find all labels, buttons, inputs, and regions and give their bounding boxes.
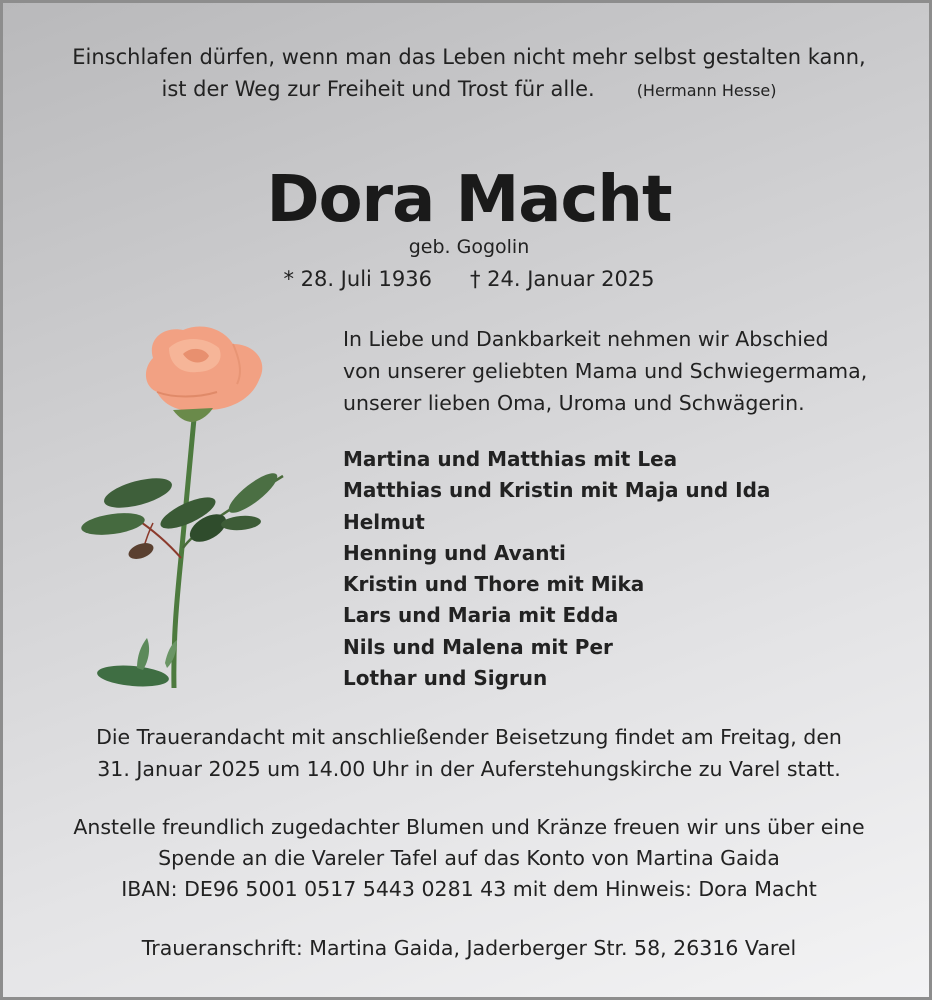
- message-line: In Liebe und Dankbarkeit nehmen wir Abschied: [343, 327, 829, 351]
- donation-line-3: IBAN: DE96 5001 0517 5443 0281 43 mit dem Hinweis: Dora Macht: [121, 877, 817, 901]
- message-line: von unserer geliebten Mama und Schwiegermama,: [343, 359, 868, 383]
- quote-line-2-text: ist der Weg zur Freiheit und Trost für alle.: [161, 77, 595, 101]
- maiden-name: geb. Gogolin: [408, 236, 530, 258]
- mourner-entry: Helmut: [343, 509, 425, 534]
- donation-line-2: Spende an die Vareler Tafel auf das Konto von Martina Gaida: [158, 846, 780, 870]
- life-dates: [3, 267, 932, 291]
- donation-line-1: Anstelle freundlich zugedachter Blumen und Kränze freuen wir uns über eine: [73, 815, 865, 839]
- message-line: unserer lieben Oma, Uroma und Schwägerin.: [343, 391, 805, 415]
- mourner-entry: Lars und Maria mit Edda: [343, 603, 619, 628]
- mourners-list: [343, 444, 903, 694]
- service-line-2: 31. Januar 2025 um 14.00 Uhr in der Auferstehungskirche zu Varel statt.: [97, 757, 841, 781]
- mourner-entry: Lothar und Sigrun: [343, 666, 548, 691]
- death-date: † 24. Januar 2025: [469, 267, 655, 291]
- mourner-entry: Henning und Avanti: [343, 540, 566, 565]
- farewell-message: [343, 323, 903, 419]
- deceased-name: Dora Macht: [266, 163, 672, 237]
- mourner-entry: Kristin und Thore mit Mika: [343, 572, 645, 597]
- quote-line-2: [3, 77, 932, 101]
- mourner-entry: Matthias und Kristin mit Maja und Ida: [343, 478, 771, 503]
- mourner-entry: Nils und Malena mit Per: [343, 634, 613, 659]
- quote-line-1: Einschlafen dürfen, wenn man das Leben nicht mehr selbst gestalten kann,: [72, 45, 866, 69]
- rose-image: [73, 318, 293, 698]
- service-line-1: Die Trauerandacht mit anschließender Beisetzung findet am Freitag, den: [96, 725, 842, 749]
- birth-date: * 28. Juli 1936: [283, 267, 432, 291]
- mourner-entry: Martina und Matthias mit Lea: [343, 447, 678, 471]
- quote-author: (Hermann Hesse): [636, 81, 777, 100]
- mourning-address: Traueranschrift: Martina Gaida, Jaderberger Str. 58, 26316 Varel: [141, 936, 797, 960]
